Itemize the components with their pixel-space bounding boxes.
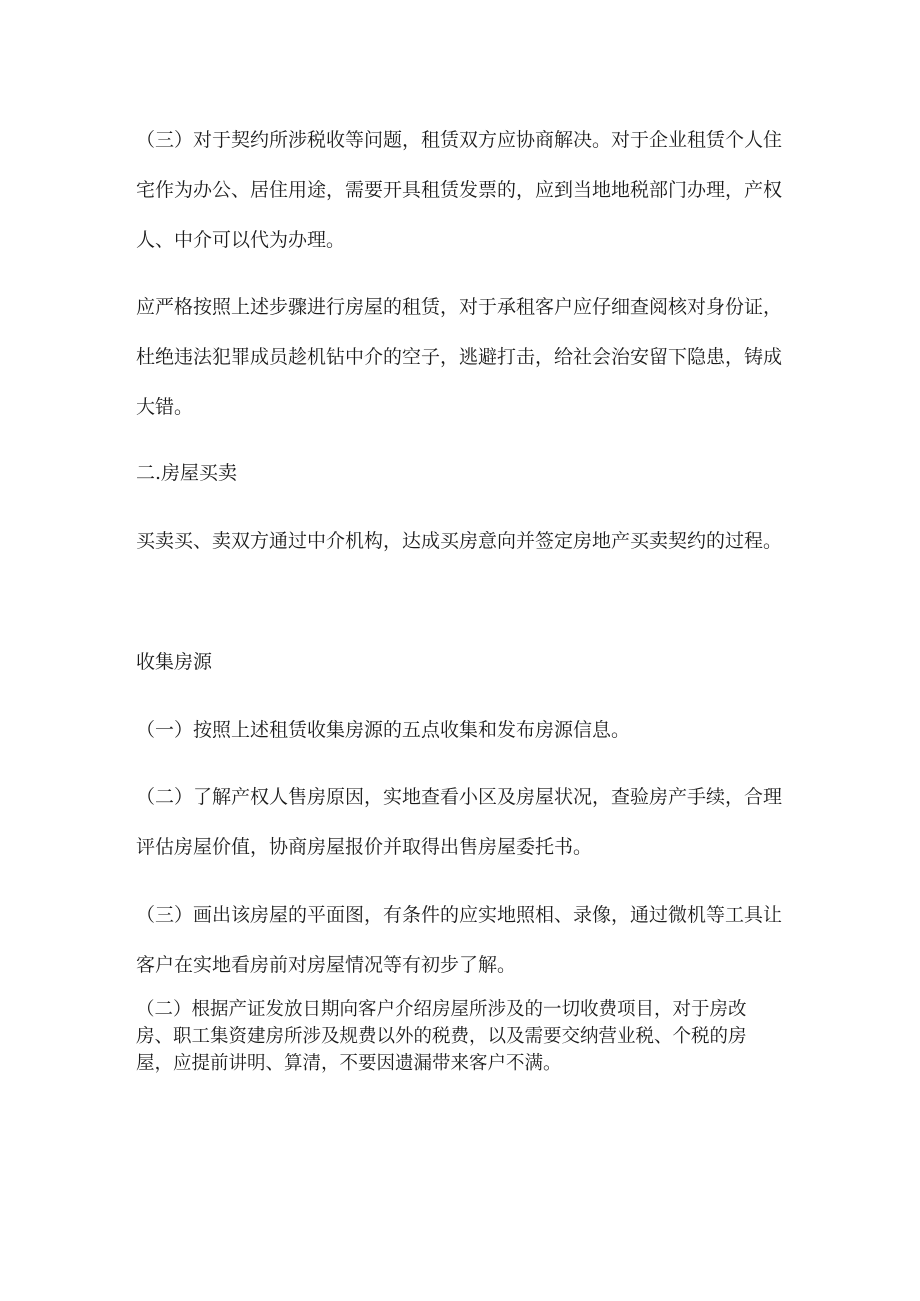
section-heading-collect-listings: 收集房源 [136,651,213,673]
paragraph-sale-definition: 买卖买、卖双方通过中介机构，达成买房意向并签定房地产买卖契约的过程。 [136,530,783,552]
paragraph-rental-steps: 应严格按照上述步骤进行房屋的租赁，对于承租客户应仔细查阅核对身份证，杜绝违法犯罪成员趁机钻中介的空子，逃避打击，给社会治安留下隐患，铸成大错。 [136,296,783,418]
section-heading-house-sale: 二.房屋买卖 [136,462,238,484]
paragraph-item-one: （一）按照上述租赁收集房源的五点收集和发布房源信息。 [136,719,631,741]
paragraph-item-three: （三）画出该房屋的平面图，有条件的应实地照相、录像，通过微机等工具让客户在实地看房前对房屋情况等有初步了解。 [136,904,783,976]
paragraph-fee-items: （二）根据产证发放日期向客户介绍房屋所涉及的一切收费项目，对于房改房、职工集资建房所涉及规费以外的税费，以及需要交纳营业税、个税的房屋，应提前讲明、算清，不要因遗漏带来客户不满。 [136,999,747,1074]
paragraph-tax-issues: （三）对于契约所涉税收等问题，租赁双方应协商解决。对于企业租赁个人住宅作为办公、居住用途，需要开具租赁发票的，应到当地地税部门办理，产权人、中介可以代为办理。 [136,129,783,251]
paragraph-item-two: （二）了解产权人售房原因，实地查看小区及房屋状况，查验房产手续，合理评估房屋价值，协商房屋报价并取得出售房屋委托书。 [136,786,783,858]
